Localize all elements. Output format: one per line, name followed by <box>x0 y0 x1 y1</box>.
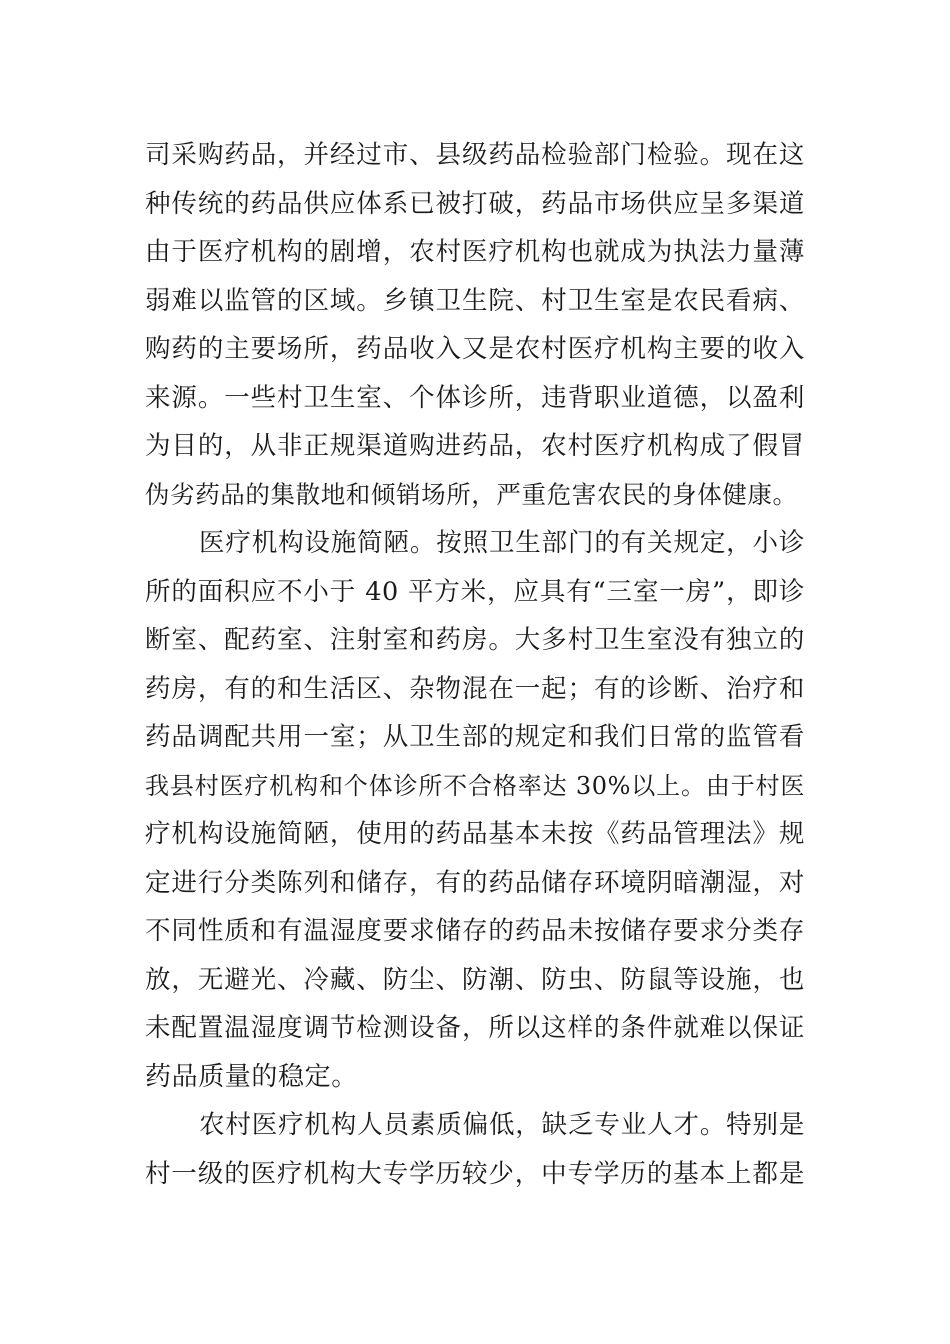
text-line: 我县村医疗机构和个体诊所不合格率达 30%以上。由于村医 <box>145 771 805 800</box>
text-line: 药房，有的和生活区、杂物混在一起；有的诊断、治疗和 <box>145 673 805 704</box>
text-line: 种传统的药品供应体系已被打破，药品市场供应呈多渠道 <box>145 188 805 219</box>
text-line: 村一级的医疗机构大专学历较少，中专学历的基本上都是 <box>145 1158 805 1189</box>
text-line: 来源。一些村卫生室、个体诊所，违背职业道德，以盈利 <box>145 382 805 413</box>
text-line: 弱难以监管的区域。乡镇卫生院、村卫生室是农民看病、 <box>145 285 805 316</box>
text-line: 定进行分类陈列和储存，有的药品储存环境阴暗潮湿，对 <box>145 867 805 898</box>
text-line: 司采购药品，并经过市、县级药品检验部门检验。现在这 <box>145 140 805 170</box>
text-line: 放，无避光、冷藏、防尘、防潮、防虫、防鼠等设施，也 <box>145 964 805 995</box>
document-body <box>145 131 805 1198</box>
text-line: 断室、配药室、注射室和药房。大多村卫生室没有独立的 <box>145 625 805 655</box>
text-line: 未配置温湿度调节检测设备，所以这样的条件就难以保证 <box>145 1013 805 1043</box>
text-line: 为目的，从非正规渠道购进药品，农村医疗机构成了假冒 <box>145 431 805 461</box>
text-line: 所的面积应不小于 40 平方米，应具有“三室一房”，即诊 <box>145 576 805 607</box>
text-line: 由于医疗机构的剧增，农村医疗机构也就成为执法力量薄 <box>145 237 805 267</box>
paragraph-start: 农村医疗机构人员素质偏低，缺乏专业人才。特别是 <box>199 1110 805 1140</box>
text-line: 疗机构设施简陋，使用的药品基本未按《药品管理法》规 <box>145 819 805 849</box>
text-line: 药品调配共用一室；从卫生部的规定和我们日常的监管看 <box>145 722 805 752</box>
text-line: 购药的主要场所，药品收入又是农村医疗机构主要的收入 <box>145 334 805 364</box>
paragraph-start: 医疗机构设施简陋。按照卫生部门的有关规定，小诊 <box>199 528 805 558</box>
text-line: 不同性质和有温湿度要求储存的药品未按储存要求分类存 <box>145 916 805 946</box>
text-line: 药品质量的稳定。 <box>145 1061 358 1092</box>
text-line: 伪劣药品的集散地和倾销场所，严重危害农民的身体健康。 <box>145 479 798 509</box>
